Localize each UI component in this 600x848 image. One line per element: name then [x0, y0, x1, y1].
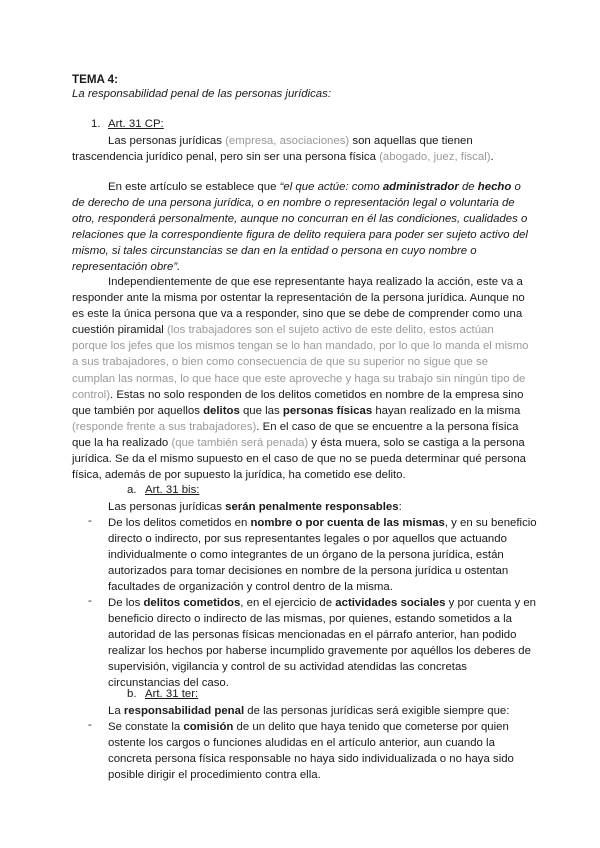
section-a-intro	[108, 499, 568, 515]
text-run: hecho	[477, 181, 512, 193]
text-run: que las	[239, 404, 283, 417]
bullet-dash: -	[88, 595, 92, 607]
text-run: de un delito que haya tenido que cometerse por quien ostente los cargos o funciones aludidas en el artículo anterior, aun cuando la concreta persona física responsable no haya sido individualizada o no haya sido posible dirigir el procedimiento contra ella.	[108, 721, 514, 782]
section-1-line-1	[108, 133, 538, 149]
text-run: , y en su beneficio directo o indirecto, por sus representantes legales o por aquellos que actuando individualmente o como integrantes de un órgano de la persona jurídica, están autorizados para tomar decisiones en nombre de la persona jurídica u ostentan facultades de organización y control dentro de la misma.	[108, 517, 537, 594]
text-run: “el que actúe: como	[279, 181, 383, 193]
section-1-heading: Art. 31 CP:	[108, 118, 164, 130]
text-run: y por cuenta y en beneficio directo o indirecto de las mismas, por quienes, estando sometidos a la autoridad de las personas físicas mencionadas en el párrafo anterior, han podido realizar los hechos por haberse incumplido gravemente por aquéllos los deberes de supervisión, vigilancia y control de su actividad atendidas las concretas circunstancias del caso.	[108, 597, 537, 690]
text-run: .	[490, 151, 494, 163]
section-a-bullet-1	[108, 515, 538, 595]
text-run: (abogado, juez, fiscal)	[375, 151, 491, 163]
section-b-intro	[108, 703, 568, 719]
section-1-number: 1.	[91, 118, 101, 130]
text-run: personas físicas	[282, 404, 373, 417]
text-run: (que también será penada)	[171, 436, 309, 449]
section-a-heading: Art. 31 bis:	[145, 484, 200, 496]
section-1-line-2	[72, 149, 532, 165]
text-run: (responde frente a sus trabajadores)	[72, 420, 257, 433]
text-run: De los	[108, 597, 144, 609]
text-run: . En el caso de que se encuentre a la persona física que la ha realizado	[72, 420, 519, 449]
text-run: :	[398, 501, 402, 513]
text-run: serán penalmente responsables	[225, 501, 399, 513]
text-run: , en el ejercicio de	[240, 597, 336, 609]
text-run: Las personas jurídicas	[108, 501, 226, 513]
text-run: De los delitos cometidos en	[108, 517, 251, 529]
text-run: de las personas jurídicas será exigible siempre que:	[244, 705, 510, 717]
document-subtitle: La responsabilidad penal de las personas jurídicas:	[72, 88, 331, 100]
text-run: delitos cometidos	[143, 597, 241, 609]
text-run: Independientemente de que ese representante haya realizado la acción, este va a responder ante la misma por ostentar la representación de la persona jurídica. Aunque no es este la única persona que va a responder, sino que se debe de comprender como una cuestión piramidal	[72, 276, 525, 337]
text-run: (empresa, asociaciones)	[221, 135, 350, 147]
quote-paragraph	[72, 179, 532, 276]
text-run: La	[108, 705, 124, 717]
text-run: de	[458, 181, 478, 193]
text-run: hayan realizado en la misma	[372, 404, 521, 417]
text-run: trascendencia jurídico penal, pero sin ser una persona física	[72, 151, 376, 163]
section-a-number: a.	[127, 484, 137, 496]
text-run: responsabilidad penal	[123, 705, 245, 717]
text-run: delitos	[203, 404, 240, 417]
text-run: Las personas jurídicas	[108, 135, 222, 147]
text-run: administrador	[382, 181, 459, 193]
text-run: o de derecho de una persona jurídica, o en nombre o representación legal o voluntaria de otro, responderá personalmente, aunque no concurran en él las condiciones, cualidades o relaciones que la correspondiente figura de delito requiera para poder ser sujeto activo del mismo, si tales circunstancias se dan en la entidad o persona en cuyo nombre o representación obre”.	[72, 181, 528, 274]
text-run: comisión	[183, 721, 234, 733]
bullet-dash: -	[88, 515, 92, 527]
bullet-dash: -	[88, 719, 92, 731]
text-run: actividades sociales	[335, 597, 446, 609]
main-paragraph	[72, 274, 532, 483]
section-b-number: b.	[127, 688, 137, 700]
text-run: nombre o por cuenta de las mismas	[250, 517, 445, 529]
text-run: En este artículo se establece que	[108, 181, 280, 193]
text-run: (los trabajadores son el sujeto activo de este delito, estos actúan porque los jefes que los mismos tengan se lo han mandado, por lo que lo manda el mismo a sus trabajadores, o bien como consecuencia de que su superior no sigue que se cumplan las normas, lo que hace que este aproveche y haga su trabajo sin ningún tipo de control)	[72, 324, 529, 401]
section-b-heading: Art. 31 ter:	[145, 688, 199, 700]
section-b-bullet-1	[108, 719, 538, 783]
text-run: y ésta muera, solo se castiga a la persona jurídica. Se da el mismo supuesto en el caso de que no se pueda determinar qué persona física, además de por supuesto la jurídica, ha cometido ese delito.	[72, 436, 527, 482]
text-run: . Estas no solo responden de los delitos cometidos en nombre de la empresa sino que también por aquellos	[72, 388, 524, 417]
section-a-bullet-2	[108, 595, 538, 692]
text-run: Se constate la	[108, 721, 184, 733]
text-run: son aquellas que tienen	[349, 135, 473, 147]
document-title: TEMA 4:	[72, 73, 118, 86]
